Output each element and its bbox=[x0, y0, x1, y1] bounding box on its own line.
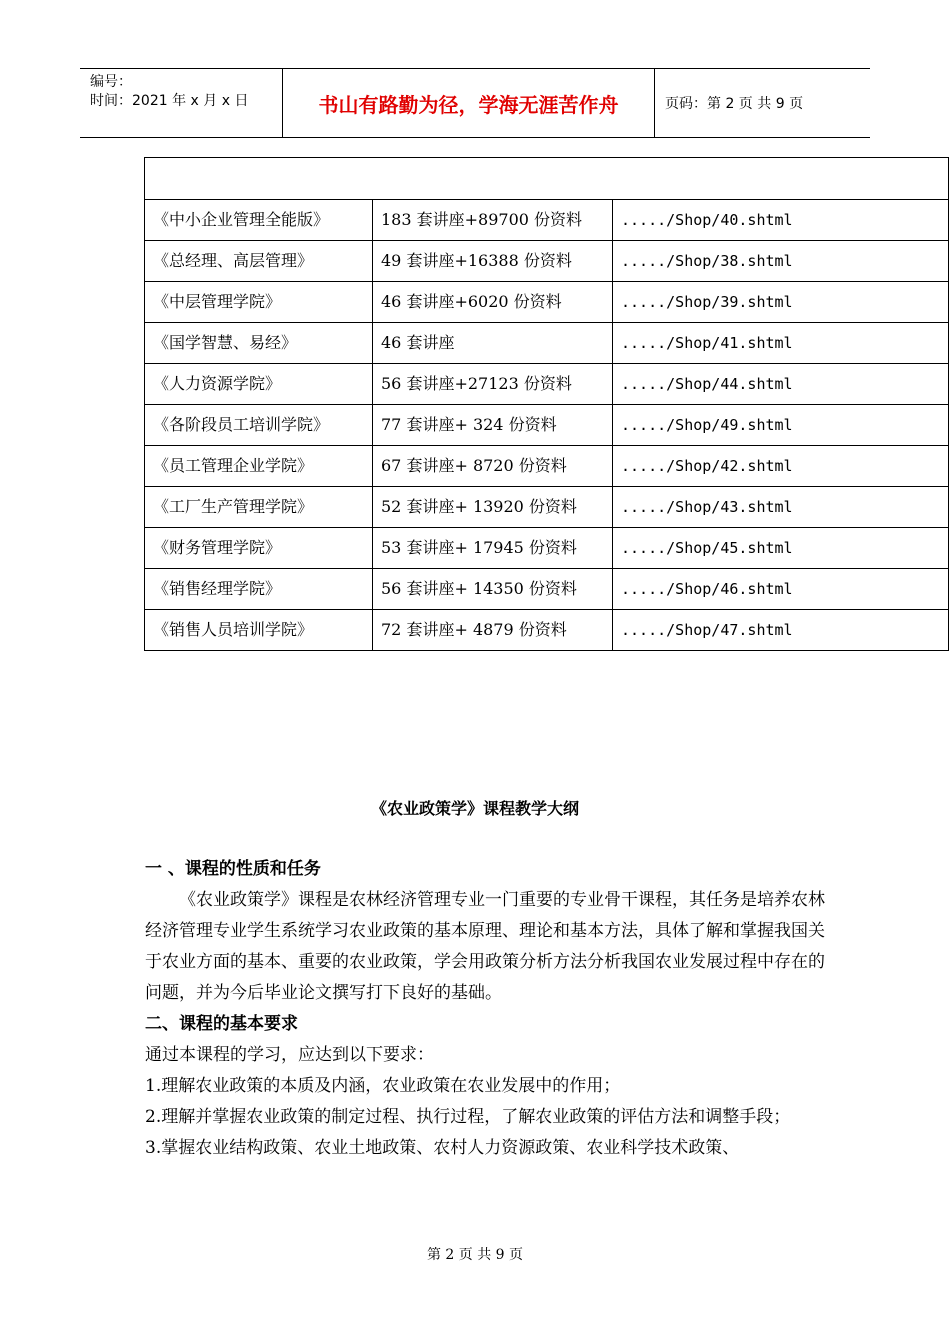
time-label: 时间：2021 年 x 月 x 日 bbox=[90, 93, 249, 109]
course-link-cell[interactable]: ...../Shop/41.shtml bbox=[613, 323, 949, 364]
table-row bbox=[145, 610, 949, 651]
course-link-cell[interactable]: ...../Shop/40.shtml bbox=[613, 200, 949, 241]
table-row bbox=[145, 241, 949, 282]
course-link-cell[interactable]: ...../Shop/44.shtml bbox=[613, 364, 949, 405]
course-link-cell[interactable]: ...../Shop/47.shtml bbox=[613, 610, 949, 651]
motto-text: 书山有路勤为径，学海无涯苦作舟 bbox=[318, 92, 619, 117]
course-content-cell: 52 套讲座+ 13920 份资料 bbox=[373, 487, 613, 528]
course-content-cell: 56 套讲座+27123 份资料 bbox=[373, 364, 613, 405]
table-row bbox=[145, 569, 949, 610]
section1-heading: 一 、课程的性质和任务 bbox=[145, 859, 321, 879]
page-footer: 第 2 页 共 9 页 bbox=[426, 1247, 524, 1263]
table-row bbox=[145, 200, 949, 241]
header-meta bbox=[80, 69, 283, 137]
course-content-cell: 183 套讲座+89700 份资料 bbox=[373, 200, 613, 241]
course-link-cell[interactable]: ...../Shop/43.shtml bbox=[613, 487, 949, 528]
course-name-cell: 《国学智慧、易经》 bbox=[145, 323, 373, 364]
document-body bbox=[145, 854, 825, 1164]
course-link-cell[interactable]: ...../Shop/49.shtml bbox=[613, 405, 949, 446]
table-row bbox=[145, 405, 949, 446]
table-row bbox=[145, 446, 949, 487]
document-title: 《农业政策学》课程教学大纲 bbox=[370, 799, 579, 818]
course-content-cell: 46 套讲座 bbox=[373, 323, 613, 364]
requirement-item-2: 2.理解并掌握农业政策的制定过程、执行过程，了解农业政策的评估方法和调整手段； bbox=[145, 1107, 791, 1127]
course-name-cell: 《销售人员培训学院》 bbox=[145, 610, 373, 651]
course-content-cell: 77 套讲座+ 324 份资料 bbox=[373, 405, 613, 446]
course-name-cell: 《员工管理企业学院》 bbox=[145, 446, 373, 487]
course-content-cell: 53 套讲座+ 17945 份资料 bbox=[373, 528, 613, 569]
course-content-cell: 67 套讲座+ 8720 份资料 bbox=[373, 446, 613, 487]
course-link-cell[interactable]: ...../Shop/46.shtml bbox=[613, 569, 949, 610]
table-blank-row bbox=[145, 158, 949, 200]
course-link-cell[interactable]: ...../Shop/39.shtml bbox=[613, 282, 949, 323]
table-row bbox=[145, 323, 949, 364]
course-content-cell: 46 套讲座+6020 份资料 bbox=[373, 282, 613, 323]
course-name-cell: 《财务管理学院》 bbox=[145, 528, 373, 569]
number-label: 编号： bbox=[90, 74, 132, 90]
table-row bbox=[145, 282, 949, 323]
course-name-cell: 《销售经理学院》 bbox=[145, 569, 373, 610]
section2-intro: 通过本课程的学习，应达到以下要求： bbox=[145, 1045, 434, 1065]
course-name-cell: 《人力资源学院》 bbox=[145, 364, 373, 405]
table-row bbox=[145, 528, 949, 569]
course-link-cell[interactable]: ...../Shop/42.shtml bbox=[613, 446, 949, 487]
table-row bbox=[145, 487, 949, 528]
course-name-cell: 《中层管理学院》 bbox=[145, 282, 373, 323]
section1-paragraph: 《农业政策学》课程是农林经济管理专业一门重要的专业骨干课程，其任务是培养农林经济管理专业学生系统学习农业政策的基本原理、理论和基本方法，具体了解和掌握我国关于农业方面的基本、重要的农业政策，学会用政策分析方法分析我国农业发展过程中存在的问题，并为今后毕业论文撰写打下良好的基础。 bbox=[145, 890, 825, 1003]
resource-table bbox=[144, 157, 949, 651]
header-page-info: 页码：第 2 页 共 9 页 bbox=[665, 96, 804, 112]
course-content-cell: 56 套讲座+ 14350 份资料 bbox=[373, 569, 613, 610]
requirement-item-1: 1.理解农业政策的本质及内涵，农业政策在农业发展中的作用； bbox=[145, 1076, 621, 1096]
course-link-cell[interactable]: ...../Shop/38.shtml bbox=[613, 241, 949, 282]
course-name-cell: 《中小企业管理全能版》 bbox=[145, 200, 373, 241]
section2-heading: 二、课程的基本要求 bbox=[145, 1014, 298, 1034]
blank-cell bbox=[145, 158, 949, 200]
course-content-cell: 72 套讲座+ 4879 份资料 bbox=[373, 610, 613, 651]
header-motto-cell bbox=[283, 69, 655, 137]
page-header bbox=[80, 68, 870, 138]
course-name-cell: 《总经理、高层管理》 bbox=[145, 241, 373, 282]
course-name-cell: 《各阶段员工培训学院》 bbox=[145, 405, 373, 446]
course-content-cell: 49 套讲座+16388 份资料 bbox=[373, 241, 613, 282]
requirement-item-3: 3.掌握农业结构政策、农业土地政策、农村人力资源政策、农业科学技术政策、 bbox=[145, 1138, 740, 1158]
table-row bbox=[145, 364, 949, 405]
course-name-cell: 《工厂生产管理学院》 bbox=[145, 487, 373, 528]
course-link-cell[interactable]: ...../Shop/45.shtml bbox=[613, 528, 949, 569]
